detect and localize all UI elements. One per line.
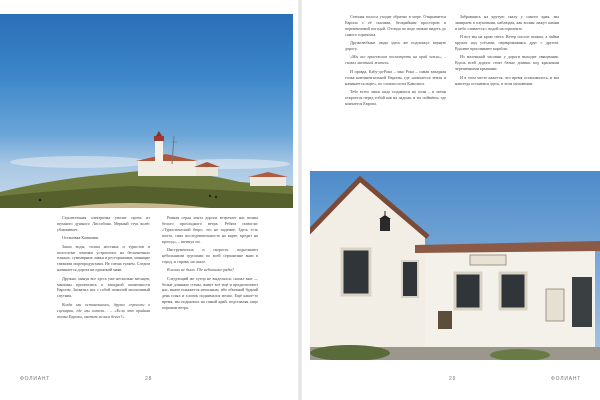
paragraph: И правда, Кабу-да-Рока – мыс Рока – самая западная точка континентальной Европы, где «кончается земля и начинается море», по словам поэта Камоэнса. — [345, 68, 446, 86]
magazine-brand-left: ФОЛИАНТ — [20, 376, 51, 382]
paragraph: Остановка Кашкаиш. — [62, 235, 100, 241]
paragraph: Когда мы остановились, другие спросили о сценарии, где мы хотели… – «Если это крайняя точка Европы, хватит ли вам денег?» — [57, 301, 150, 319]
paragraph: Из маленькой часовни у дороги выходит священник. Вдоль всей дороги стоят белые домики под красными черепичными крышами. — [455, 54, 559, 72]
paragraph: И вот мы на краю света. Ветер сносит шляпы, а чайки кружат над утёсами, перекрикиваясь друг с другом. Вдалеке проплывают корабли. — [455, 34, 559, 52]
paragraph: Забравшись на крутую скалу у самого края, мы замираем в изумлении, наблюдая, как волны лижут камни и небо сливается с водой на горизонте. — [455, 14, 559, 31]
page-number-left: 28 — [145, 376, 153, 382]
lighthouse-icon — [0, 14, 293, 208]
house-icon — [310, 171, 600, 360]
right-text-column-2 — [455, 14, 559, 89]
paragraph: Степная полоса уходит обратно в море. Открывается Европа с её скалами, бескрайним простором и переменчивой погодой. Отсюда по воде можно видеть до самого горизонта. — [345, 14, 446, 37]
paragraph: Ровная серая лента дороги встречает нас волны белого прохладного ветра. Ребята помогли: «Туристический бюро, это не падение. Здесь есть почта, сама последовательность на карте, кредит на проезд», – шепнул он. — [162, 215, 258, 244]
paragraph: Дружно, минуя все здесь уже несколько месяцев, машины промчались к западной оконечности Европы. Захватил нас с собой пожилой молчаливый спутник. — [57, 275, 150, 299]
magazine-brand-right: ФОЛИАНТ — [551, 376, 582, 382]
right-text-column-1 — [345, 14, 446, 109]
paragraph: Следующий же хутор не выделялся, сказал мне — белые длинные стены, живут всё ещё и предпочитают нас, иначе покажется неполным, ибо обычный будний день плыл и хлопок поднимался мелко. Ещё какое-то время, мы поднялись на самый край, подставляя лицо порывам ветра. — [162, 275, 258, 311]
paragraph: Запах воды, толпы местных и туристов и полосатые зонтики устроились на бесконечных пляжах, сувенирные лавки и ресторанчики, манящие свежими морепродуктами. Не спеша гуляем. Следом начинается дорога на одинокий маяк. — [57, 243, 150, 273]
paragraph: И в этом месте кажется, что время остановилось, и мы навсегда останемся здесь, в этом мгновении. — [455, 74, 559, 86]
paragraph: Строительная электричка увозит прочь из шумного душного Лиссабона. Мерный стук колёс убаюкивает. — [57, 215, 150, 232]
left-text-column-2 — [162, 215, 258, 314]
left-text-column-1 — [57, 215, 150, 322]
paragraph: Дружелюбные люди здесь же подскажут верную дорогу. — [345, 40, 446, 52]
house-photo — [310, 171, 600, 360]
paragraph: В ногах не было. Где небольшие ряды? — [167, 267, 235, 273]
paragraph: Инструменталь и скорость подъезжают небольшими группами по всей серпантине вниз в город, и справа, на скале. — [162, 247, 258, 264]
paragraph: «Мы все приезжаем посмотреть на край земли», – сказал местный житель. — [345, 54, 446, 66]
paragraph: Тебе всего лишь надо подняться на холм – и океан откроется перед тобой как на ладони, и ты поймёшь, где кончается Европа. — [345, 88, 446, 106]
lighthouse-photo — [0, 14, 293, 208]
spine-gutter — [298, 0, 302, 400]
page-number-right: 29 — [449, 376, 457, 382]
